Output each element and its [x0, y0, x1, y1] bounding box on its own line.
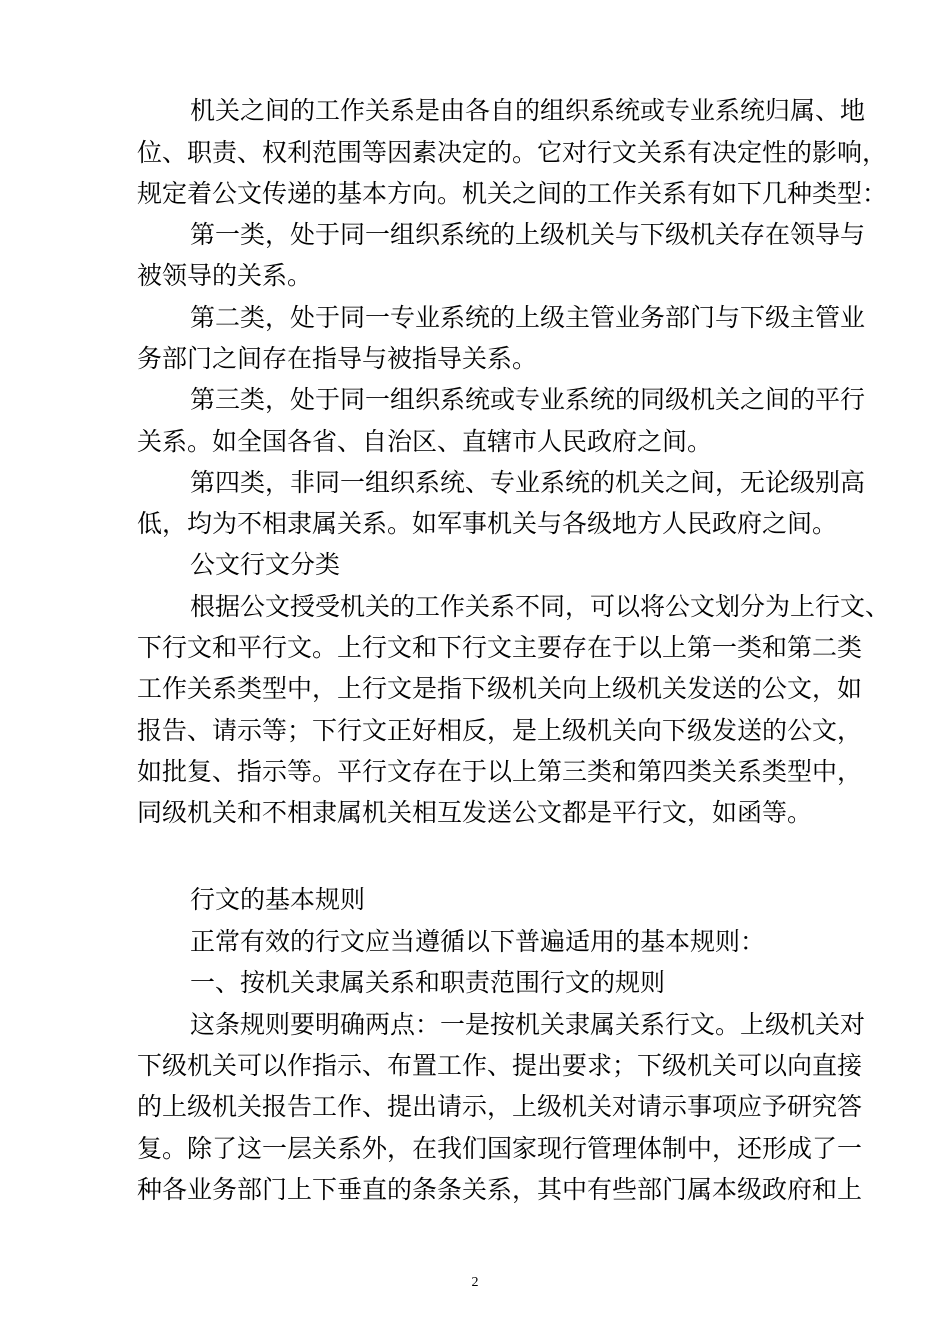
text-line: 种各业务部门上下垂直的条条关系，其中有些部门属本级政府和上: [137, 1175, 863, 1204]
text-line: 下级机关可以作指示、布置工作、提出要求；下级机关可以向直接: [137, 1051, 863, 1080]
text-line: 位、职责、权利范围等因素决定的。它对行文关系有决定性的影响，: [137, 138, 888, 167]
text-line: 根据公文授受机关的工作关系不同，可以将公文划分为上行文、: [190, 592, 891, 621]
text-line: 机关之间的工作关系是由各自的组织系统或专业系统归属、地: [190, 96, 866, 125]
text-line: 正常有效的行文应当遵循以下普遍适用的基本规则：: [190, 927, 766, 956]
text-line: 同级机关和不相隶属机关相互发送公文都是平行文，如函等。: [137, 798, 813, 827]
text-line: 工作关系类型中，上行文是指下级机关向上级机关发送的公文，如: [137, 674, 863, 703]
text-line: 这条规则要明确两点：一是按机关隶属关系行文。上级机关对: [190, 1010, 866, 1039]
subsection-heading: 一、按机关隶属关系和职责范围行文的规则: [190, 968, 666, 997]
text-line: 复。除了这一层关系外，在我们国家现行管理体制中，还形成了一: [137, 1134, 863, 1163]
page-number: 2: [471, 1275, 479, 1290]
text-line: 规定着公文传递的基本方向。机关之间的工作关系有如下几种类型：: [137, 179, 888, 208]
text-line: 下行文和平行文。上行文和下行文主要存在于以上第一类和第二类: [137, 633, 863, 662]
text-line: 被领导的关系。: [137, 261, 313, 290]
section-heading: 行文的基本规则: [190, 885, 366, 914]
text-line: 第一类，处于同一组织系统的上级机关与下级机关存在领导与: [190, 220, 866, 249]
text-line: 第四类，非同一组织系统、专业系统的机关之间，无论级别高: [190, 468, 866, 497]
text-line: 报告、请示等；下行文正好相反，是上级机关向下级发送的公文，: [137, 716, 863, 745]
text-line: 关系。如全国各省、自治区、直辖市人民政府之间。: [137, 427, 713, 456]
text-line: 第二类，处于同一专业系统的上级主管业务部门与下级主管业: [190, 303, 866, 332]
text-line: 低，均为不相隶属关系。如军事机关与各级地方人民政府之间。: [137, 509, 838, 538]
text-line: 务部门之间存在指导与被指导关系。: [137, 344, 538, 373]
text-line: 第三类，处于同一组织系统或专业系统的同级机关之间的平行: [190, 385, 866, 414]
text-line: 如批复、指示等。平行文存在于以上第三类和第四类关系类型中，: [137, 757, 863, 786]
section-heading: 公文行文分类: [190, 550, 341, 579]
text-line: 的上级机关报告工作、提出请示，上级机关对请示事项应予研究答: [137, 1092, 863, 1121]
